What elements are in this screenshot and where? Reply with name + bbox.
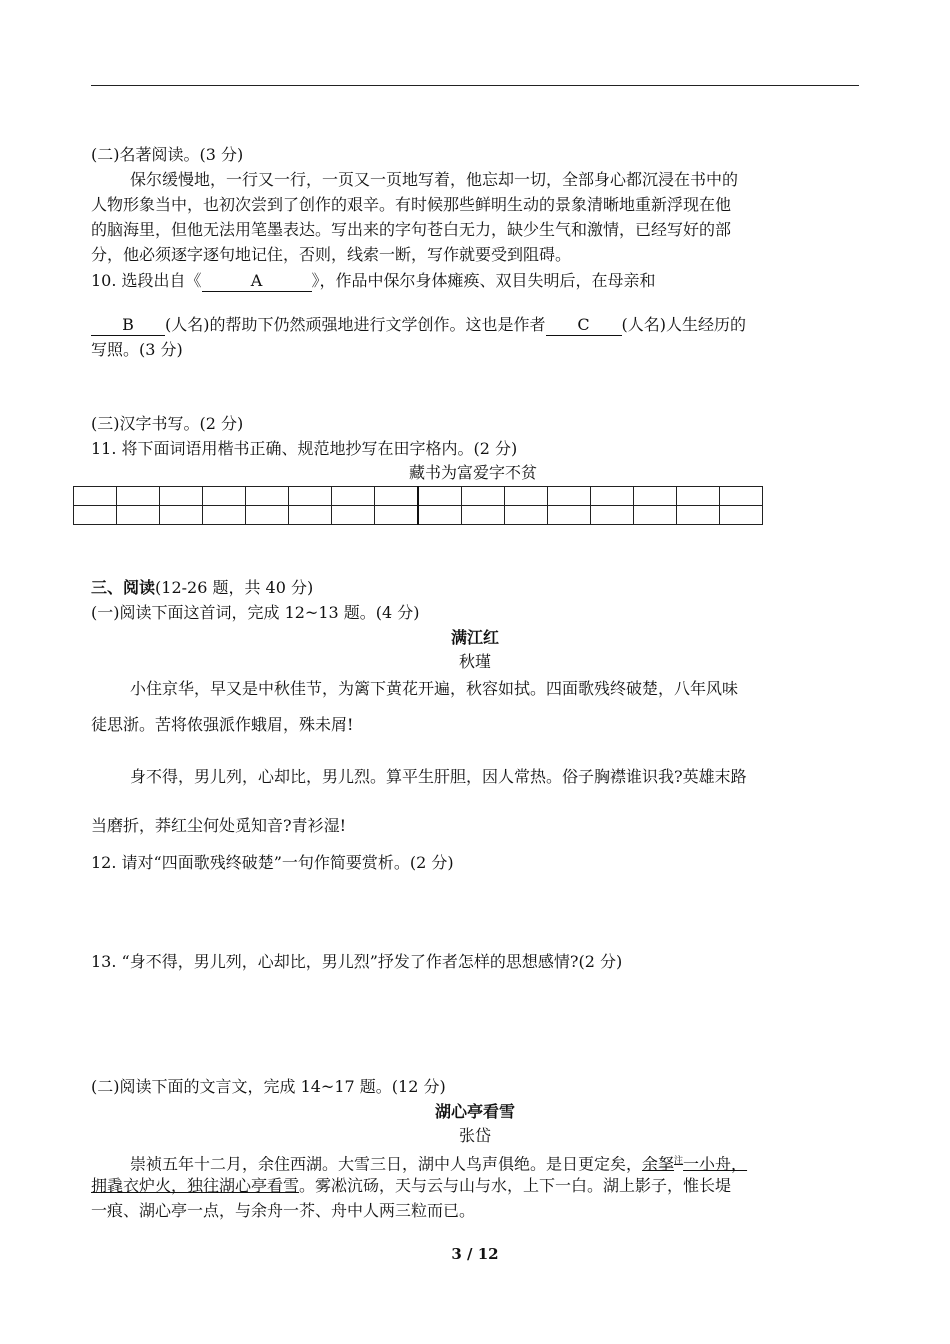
prose-line-2-text: 。雾凇沆砀，天与云与山与水，上下一白。湖上影子，惟长堤 (299, 1176, 732, 1195)
grid-cell[interactable] (74, 487, 117, 506)
copy-phrase: 藏书为富爱字不贫 (408, 463, 537, 482)
prose-underline-2: 一小舟， (683, 1154, 748, 1174)
prose-line-1 (130, 1149, 859, 1176)
question-12: 12. 请对“四面歌残终破楚”一句作简要赏析。(2 分) (91, 853, 454, 872)
grid-cell[interactable] (548, 487, 591, 506)
prose-underline-3: 拥毳衣炉火，独往湖心亭看雪 (91, 1176, 300, 1195)
q10-text-d: (人名)人生经历的 (621, 315, 746, 334)
footnote-mark: 注 (674, 1156, 684, 1166)
grid-cell[interactable] (462, 487, 505, 506)
poem-title: 满江红 (450, 628, 499, 647)
grid-cell[interactable] (375, 487, 419, 506)
poem-line-4: 当磨折，莽红尘何处觅知音?青衫湿! (91, 816, 347, 835)
grid-cell[interactable] (591, 506, 634, 525)
question-11: 11. 将下面词语用楷书正确、规范地抄写在田字格内。(2 分) (91, 439, 518, 458)
answer-blank-c[interactable]: C (546, 315, 622, 336)
grid-cell[interactable] (289, 487, 332, 506)
grid-cell[interactable] (117, 506, 160, 525)
reading-heading (91, 576, 859, 600)
question-13: 13. “身不得，男儿列，心却比，男儿烈”抒发了作者怎样的思想感情?(2 分) (91, 952, 623, 971)
grid-cell[interactable] (677, 506, 720, 525)
header-rule (91, 85, 859, 86)
prose-underline-1: 余拏 (642, 1154, 675, 1174)
grid-cell[interactable] (462, 506, 505, 525)
answer-blank-b[interactable]: B (91, 315, 165, 336)
prose-line-2 (91, 1174, 859, 1198)
reading-heading-bold: 三、阅读 (91, 578, 156, 597)
q10-text-a: 10. 选段出自《 (91, 271, 202, 290)
grid-cell[interactable] (332, 506, 375, 525)
grid-cell[interactable] (634, 506, 677, 525)
grid-cell[interactable] (74, 506, 117, 525)
poem-intro: (一)阅读下面这首词，完成 12~13 题。(4 分) (91, 603, 420, 622)
passage-line-3: 的脑海里，但他无法用笔墨表达。写出来的字句苍白无力，缺少生气和激情，已经写好的部 (91, 220, 732, 239)
grid-cell[interactable] (418, 506, 462, 525)
tianzige-grid[interactable] (73, 486, 763, 525)
passage-line-2: 人物形象当中，也初次尝到了创作的艰辛。有时候那些鲜明生动的景象清晰地重新浮现在他 (91, 195, 732, 214)
question-10-line-3: 写照。(3 分) (91, 340, 183, 359)
poem-line-3: 身不得，男儿列，心却比，男儿烈。算平生肝胆，因人常热。俗子胸襟谁识我?英雄末路 (130, 767, 747, 786)
passage-line-4: 分，他必须逐字逐句地记住，否则，线索一断，写作就要受到阻碍。 (91, 245, 572, 264)
grid-cell[interactable] (203, 506, 246, 525)
prose-line-1-text: 崇祯五年十二月，余住西湖。大雪三日，湖中人鸟声俱绝。是日更定矣， (130, 1154, 643, 1174)
prose-author: 张岱 (458, 1126, 491, 1145)
grid-cell[interactable] (418, 487, 462, 506)
passage-line-1: 保尔缓慢地，一行又一行，一页又一页地写着，他忘却一切，全部身心都沉浸在书中的 (130, 170, 739, 189)
grid-cell[interactable] (505, 487, 548, 506)
grid-cell[interactable] (332, 487, 375, 506)
section-heading-writing: (三)汉字书写。(2 分) (91, 414, 244, 433)
prose-line-3: 一痕、湖心亭一点，与余舟一芥、舟中人两三粒而已。 (91, 1201, 476, 1220)
grid-cell[interactable] (634, 487, 677, 506)
question-10-line-2 (91, 313, 859, 337)
grid-cell[interactable] (591, 487, 634, 506)
grid-cell[interactable] (375, 506, 419, 525)
grid-row (74, 506, 763, 525)
poem-author: 秋瑾 (458, 652, 491, 671)
grid-cell[interactable] (246, 487, 289, 506)
q10-text-c: (人名)的帮助下仍然顽强地进行文学创作。这也是作者 (165, 315, 546, 334)
poem-line-2: 徒思浙。苦将侬强派作蛾眉，殊未屑! (91, 715, 354, 734)
grid-cell[interactable] (160, 506, 203, 525)
prose-intro: (二)阅读下面的文言文，完成 14~17 题。(12 分) (91, 1077, 446, 1096)
q10-text-b: 》，作品中保尔身体瘫痪、双目失明后，在母亲和 (311, 271, 656, 290)
grid-cell[interactable] (505, 506, 548, 525)
page-number: 3 / 12 (451, 1245, 499, 1263)
grid-cell[interactable] (160, 487, 203, 506)
question-10-line-1 (91, 269, 859, 293)
section-heading-classics: (二)名著阅读。(3 分) (91, 145, 244, 164)
grid-cell[interactable] (203, 487, 246, 506)
grid-cell[interactable] (720, 487, 763, 506)
grid-cell[interactable] (289, 506, 332, 525)
grid-cell[interactable] (720, 506, 763, 525)
poem-line-1: 小住京华，早又是中秋佳节，为篱下黄花开遍，秋容如拭。四面歌残终破楚，八年风味 (130, 679, 739, 698)
grid-cell[interactable] (677, 487, 720, 506)
grid-cell[interactable] (246, 506, 289, 525)
grid-cell[interactable] (117, 487, 160, 506)
grid-row (74, 487, 763, 506)
grid-cell[interactable] (548, 506, 591, 525)
reading-heading-rest: (12-26 题，共 40 分) (155, 578, 314, 597)
prose-title: 湖心亭看雪 (434, 1102, 515, 1121)
answer-blank-a[interactable]: A (202, 271, 312, 292)
